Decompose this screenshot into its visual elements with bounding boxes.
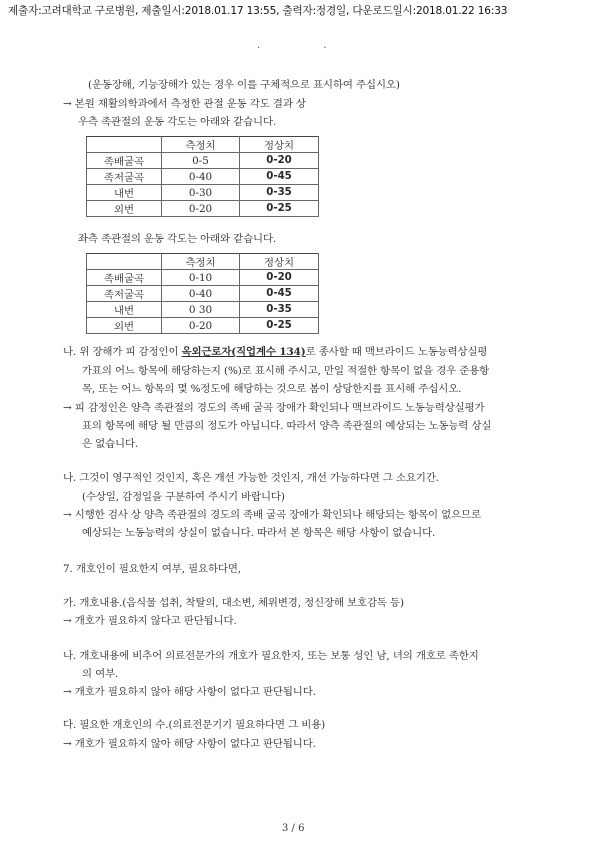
instruction-line: (운동장해, 기능장해가 있는 경우 이를 구체적으로 표시하여 주십시오) xyxy=(88,79,400,91)
motion-name: 족저굴곡 xyxy=(87,286,162,302)
table-row xyxy=(87,169,319,185)
question-line: 목, 또는 어느 항목의 몇 %정도에 해당하는 것으로 봄이 상당한지를 표시해 주십시오. xyxy=(82,383,462,395)
question-line: 나. 그것이 영구적인 것인지, 혹은 개선 가능한 것인지, 개선 가능하다면 그 소요기간. xyxy=(63,472,439,484)
answer-line: → 개호가 필요하지 않아 해당 사항이 없다고 판단됩니다. xyxy=(63,686,316,698)
right-ankle-caption: 우측 족관절의 운동 각도는 아래와 같습니다. xyxy=(78,116,277,128)
answer-line: → 본원 재활의학과에서 측정한 관절 운동 각도 결과 상 xyxy=(63,98,306,110)
table-header-cell: 정상치 xyxy=(240,254,319,270)
table-header-cell: 측정치 xyxy=(162,254,240,270)
motion-name: 내번 xyxy=(87,185,162,201)
table-header-cell xyxy=(87,254,162,270)
measured-value: 0-20 xyxy=(162,318,240,334)
motion-name: 내번 xyxy=(87,302,162,318)
table-header-cell xyxy=(87,137,162,153)
question-na-suffix: 로 종사할 때 맥브라이드 노동능력상실평 xyxy=(305,346,488,358)
question-line: 다. 필요한 개호인의 수.(의료전문기기 필요하다면 그 비용) xyxy=(63,719,326,731)
motion-name: 족배굴곡 xyxy=(87,270,162,286)
page-number: 3 / 6 xyxy=(282,823,305,834)
normal-value: 0-20 xyxy=(240,153,319,169)
measured-value: 0-10 xyxy=(162,270,240,286)
answer-line: → 개호가 필요하지 않다고 판단됩니다. xyxy=(63,615,237,627)
normal-value: 0-35 xyxy=(240,185,319,201)
normal-value: 0-45 xyxy=(240,169,319,185)
section-7-title: 7. 개호인이 필요한지 여부, 필요하다면, xyxy=(63,563,241,575)
answer-line: 은 없습니다. xyxy=(82,438,139,450)
occupation-coefficient: 옥외근로자(직업계수 134) xyxy=(181,346,306,358)
answer-line: 표의 항목에 해당 될 만큼의 정도가 아닙니다. 따라서 양측 족관절의 예상되는 노동능력 상실 xyxy=(82,420,492,432)
motion-name: 외번 xyxy=(87,318,162,334)
question-line: 나. 개호내용에 비추어 의료전문가의 개호가 필요한지, 또는 보통 성인 남, 녀의 개호로 족한지 xyxy=(63,650,479,662)
table-row xyxy=(87,302,319,318)
table-header-cell: 정상치 xyxy=(240,137,319,153)
measured-value: 0-40 xyxy=(162,286,240,302)
measured-value: 0-20 xyxy=(162,201,240,217)
table-header-row xyxy=(87,254,319,270)
measured-value: 0 30 xyxy=(162,302,240,318)
question-na-prefix: 나. 위 장해가 피 감정인이 xyxy=(63,346,182,358)
normal-value: 0-45 xyxy=(240,286,319,302)
measured-value: 0-30 xyxy=(162,185,240,201)
measured-value: 0-40 xyxy=(162,169,240,185)
right-ankle-rom-table xyxy=(86,136,319,217)
scan-dots: . . xyxy=(257,40,357,51)
motion-name: 족저굴곡 xyxy=(87,169,162,185)
normal-value: 0-25 xyxy=(240,201,319,217)
measured-value: 0-5 xyxy=(162,153,240,169)
question-line: 가. 개호내용.(음식물 섭취, 착탈의, 대소변, 체위변경, 정신장해 보호감독 등) xyxy=(63,597,404,609)
answer-line: → 시행한 검사 상 양측 족관절의 경도의 족배 굴곡 장애가 확인되나 해당되는 항목이 없으므로 xyxy=(63,509,481,521)
motion-name: 족배굴곡 xyxy=(87,153,162,169)
question-line: 의 여부. xyxy=(82,668,119,680)
answer-line: → 피 감정인은 양측 족관절의 경도의 족배 굴곡 장애가 확인되나 맥브라이드 노동능력상실평가 xyxy=(63,402,485,414)
motion-name: 외번 xyxy=(87,201,162,217)
normal-value: 0-35 xyxy=(240,302,319,318)
table-row xyxy=(87,270,319,286)
answer-line: → 개호가 필요하지 않아 해당 사항이 없다고 판단됩니다. xyxy=(63,738,316,750)
table-row xyxy=(87,153,319,169)
question-line: (수상일, 감정일을 구분하여 주시기 바랍니다) xyxy=(82,491,285,503)
answer-line: 예상되는 노동능력의 상실이 없습니다. 따라서 본 항목은 해당 사항이 없습니다. xyxy=(82,527,436,539)
normal-value: 0-25 xyxy=(240,318,319,334)
normal-value: 0-20 xyxy=(240,270,319,286)
left-ankle-caption: 좌측 족관절의 운동 각도는 아래와 같습니다. xyxy=(78,233,277,245)
question-na-line xyxy=(63,347,487,357)
table-row xyxy=(87,201,319,217)
table-row xyxy=(87,185,319,201)
table-row xyxy=(87,318,319,334)
table-header-cell: 측정치 xyxy=(162,137,240,153)
table-row xyxy=(87,286,319,302)
question-line: 가표의 어느 항목에 해당하는지 (%)로 표시해 주시고, 만일 적절한 항목이 없을 경우 준용항 xyxy=(82,365,490,377)
left-ankle-rom-table xyxy=(86,253,319,334)
submission-header: 제출자:고려대학교 구로병원, 제출일시:2018.01.17 13:55, 출력자:정경일, 다운로드일시:2018.01.22 16:33 xyxy=(8,5,508,17)
table-header-row xyxy=(87,137,319,153)
